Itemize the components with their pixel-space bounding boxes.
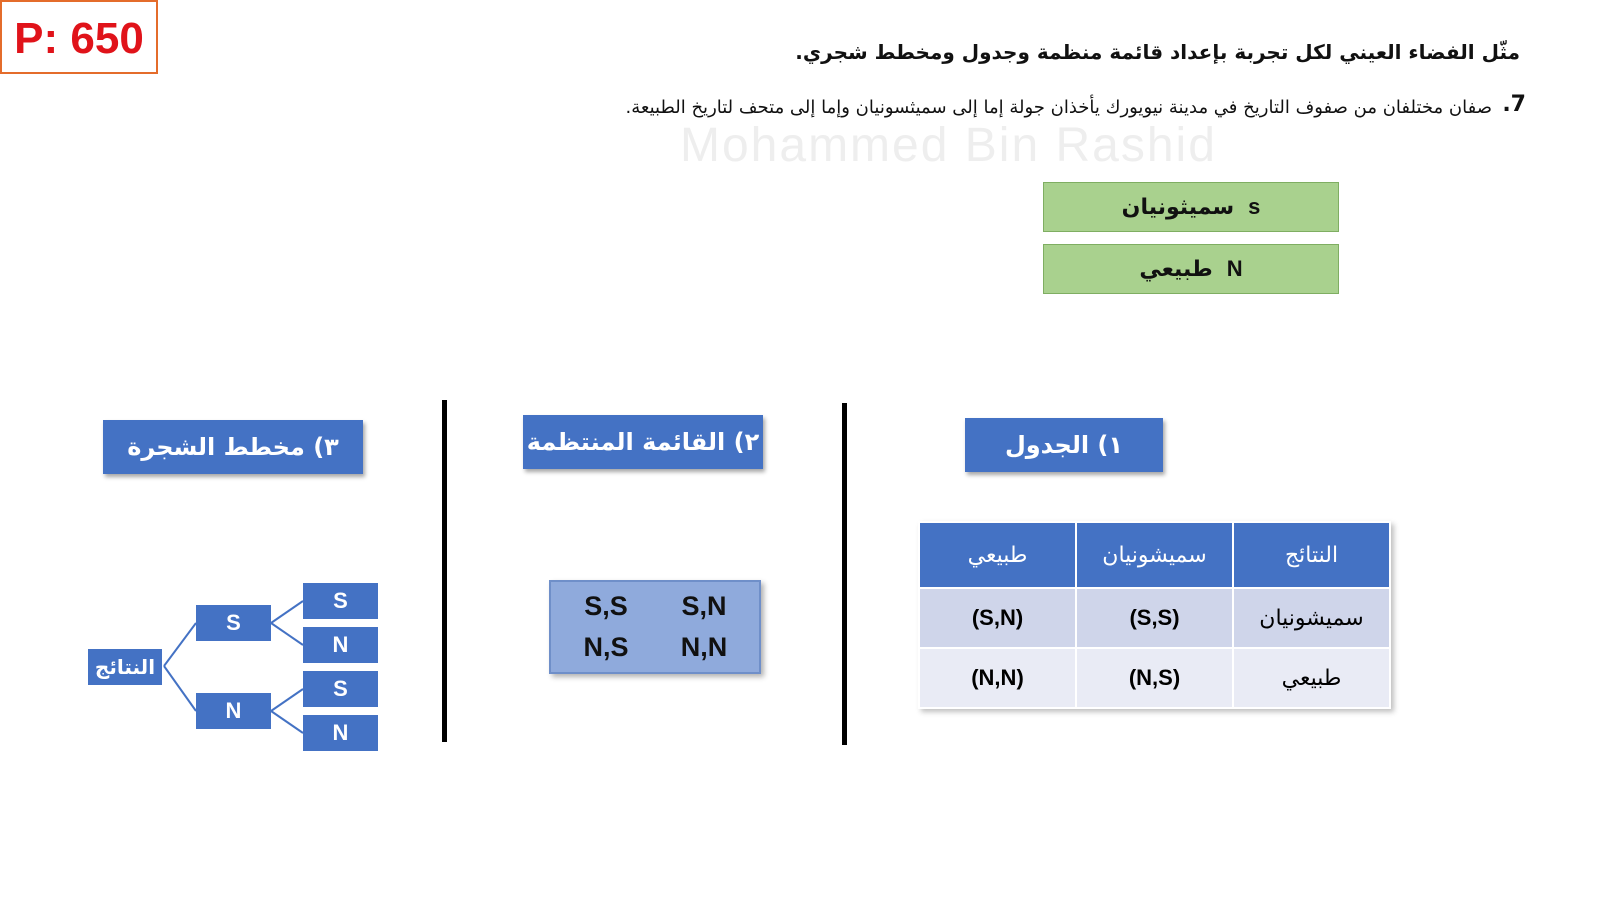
instruction-text: مثّل الفضاء العيني لكل تجربة بإعداد قائمة منظمة وجدول ومخطط شجري.: [795, 40, 1520, 64]
watermark: Mohammed Bin Rashid: [680, 119, 1217, 164]
table-header-cell: النتائج: [1233, 522, 1390, 588]
option-code: N: [1226, 256, 1243, 281]
option-code: s: [1248, 194, 1261, 219]
tree-node-level2: N: [303, 627, 378, 663]
tree-section-header: ٣) مخطط الشجرة: [103, 420, 363, 474]
tree-node-level1: S: [196, 605, 271, 641]
list-section-header: ٢) القائمة المنتظمة: [523, 415, 763, 469]
list-item: N,S: [583, 632, 629, 662]
list-item: N,N: [680, 632, 728, 662]
tree-node-level2: S: [303, 671, 378, 707]
table-cell: (N,S): [1076, 648, 1233, 708]
tree-root-node: النتائج: [88, 649, 162, 685]
option-label: طبيعي: [1139, 256, 1213, 282]
tree-branch: [164, 666, 196, 711]
table-header-cell: طبيعي: [919, 522, 1076, 588]
table-row-label: طبيعي: [1233, 648, 1390, 708]
question-text: صفان مختلفان من صفوف التاريخ في مدينة نيويورك يأخذان جولة إما إلى سميثسونيان وإما إلى متحف لتاريخ الطبيعة.: [625, 97, 1492, 118]
page-number-label: P: 650: [0, 0, 158, 74]
table-cell: (N,N): [919, 648, 1076, 708]
tree-branch: [271, 711, 303, 733]
table-row-label: سميشونيان: [1233, 588, 1390, 648]
table-cell: (S,S): [1076, 588, 1233, 648]
tree-branch: [271, 623, 303, 645]
option-label: سميثونيان: [1121, 194, 1235, 220]
tree-branch: [271, 689, 303, 711]
table-header-cell: سميشونيان: [1076, 522, 1233, 588]
list-item: S,N: [681, 591, 727, 621]
tree-node-level2: N: [303, 715, 378, 751]
tree-branch: [164, 623, 196, 666]
tree-node-level1: N: [196, 693, 271, 729]
tree-node-level2: S: [303, 583, 378, 619]
tree-branch: [271, 601, 303, 623]
table-section-header: ١) الجدول: [965, 418, 1163, 472]
question-number: .7: [1502, 92, 1526, 117]
table-cell: (S,N): [919, 588, 1076, 648]
list-item: S,S: [584, 591, 628, 621]
